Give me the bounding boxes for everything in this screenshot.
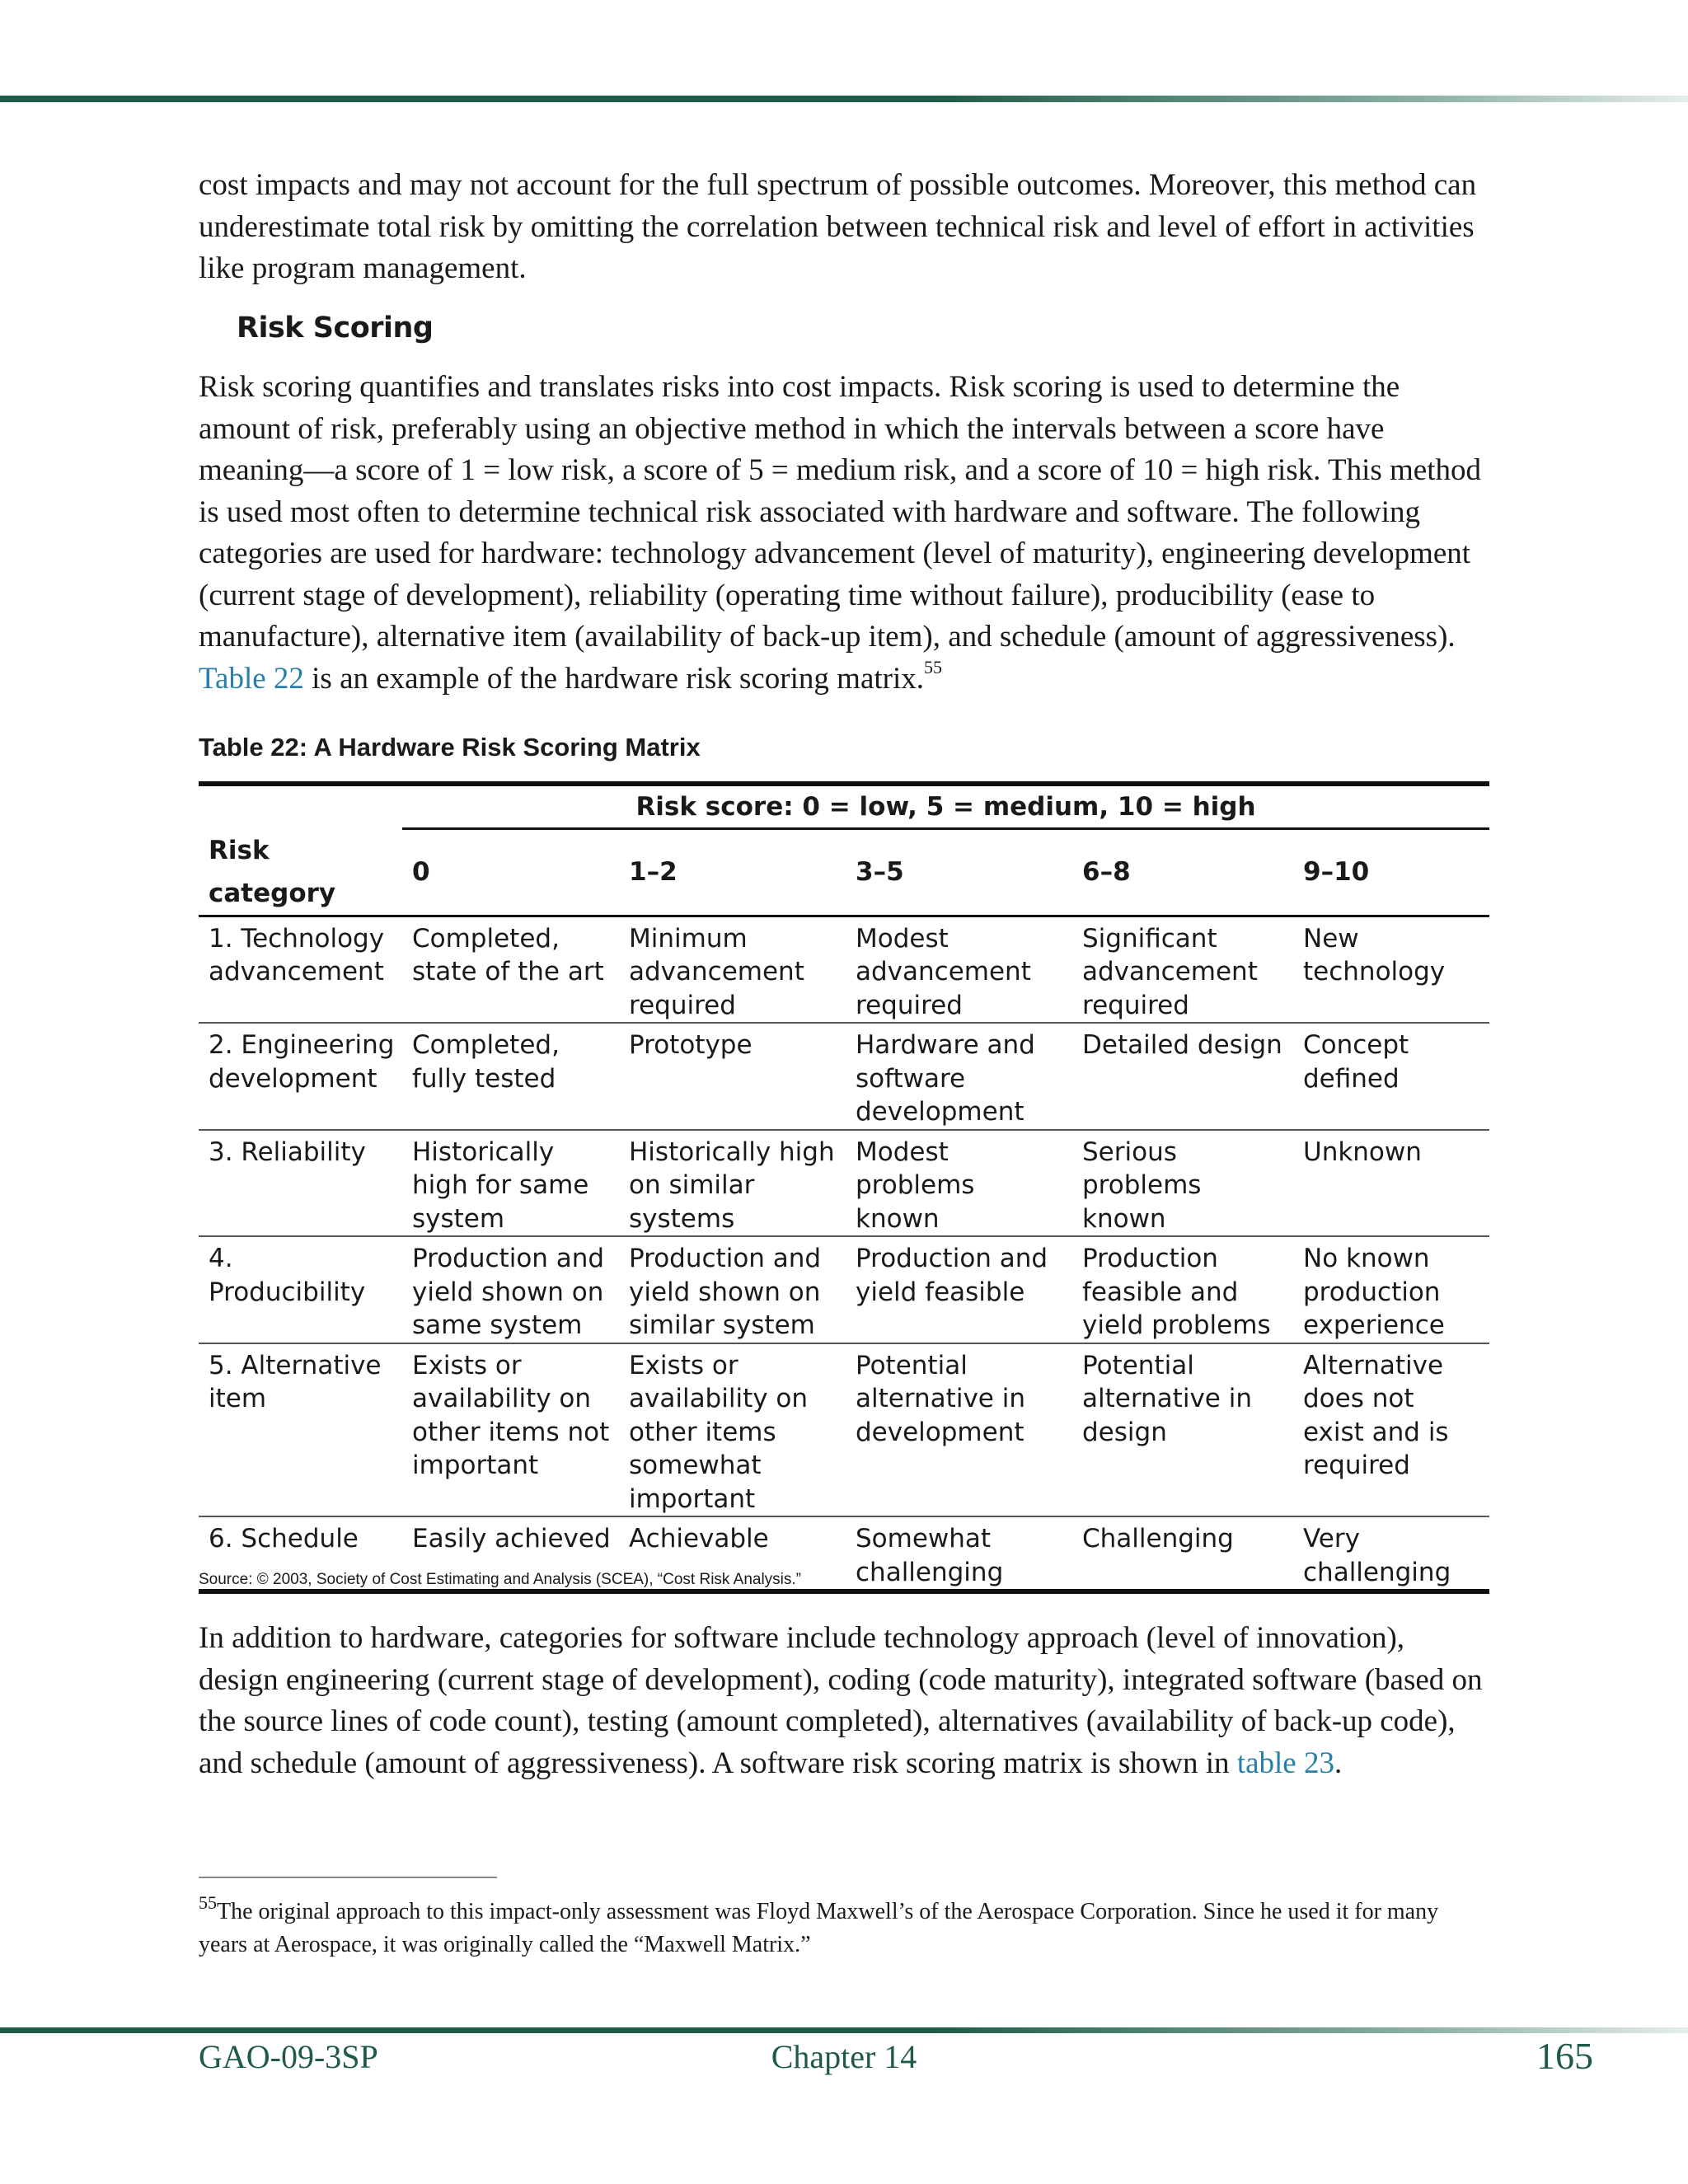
table-row: [199, 1236, 1489, 1343]
table-cell: Production feasible and yield problems: [1082, 1244, 1271, 1340]
footnote-ref[interactable]: 55: [924, 656, 942, 677]
footnote: [199, 1892, 1489, 1961]
column-header: 9–10: [1293, 829, 1489, 916]
risk-category-cell: 4. Producibility: [209, 1244, 366, 1307]
table-source: Source: © 2003, Society of Cost Estimating and Analysis (SCEA), “Cost Risk Analysis.”: [199, 1571, 802, 1588]
table-cell: Significant advancement required: [1082, 923, 1258, 1020]
column-header: 1–2: [619, 829, 846, 916]
risk-category-cell: 6. Schedule: [209, 1524, 359, 1554]
risk-category-cell: 5. Alternative item: [209, 1350, 382, 1413]
table-cell: Potential alternative in design: [1082, 1350, 1252, 1447]
table-23-link[interactable]: table 23: [1236, 1746, 1334, 1780]
software-tail: .: [1334, 1746, 1343, 1780]
table-cell: New technology: [1303, 923, 1446, 987]
footnote-text: The original approach to this impact-only assessment was Floyd Maxwell’s of the Aerospace Corporation. Since he used it for many years at Aerospace, it was originally called the “Maxwell Matrix.”: [199, 1899, 1439, 1957]
footnote-number: 55: [199, 1892, 217, 1913]
table-cell: Detailed design: [1082, 1030, 1282, 1060]
table-cell: Prototype: [629, 1030, 753, 1060]
table-cell: Concept defined: [1303, 1030, 1409, 1094]
risk-scoring-block: [199, 367, 1489, 700]
table-cell: Production and yield shown on similar system: [629, 1244, 822, 1340]
risk-scoring-tail: is an example of the hardware risk scoring matrix.: [303, 661, 924, 696]
intro-paragraph: cost impacts and may not account for the full spectrum of possible outcomes. Moreover, this method can underestimate total risk by omitting the correlation between technical risk and level of effort in activities like program management.: [199, 168, 1477, 285]
risk-category-cell: 3. Reliability: [209, 1137, 366, 1167]
table-cell: Completed, state of the art: [412, 923, 604, 987]
table-cell: Modest problems known: [856, 1137, 975, 1234]
column-header: 0: [402, 829, 619, 916]
table-row: [199, 1023, 1489, 1130]
table-cell: Completed, fully tested: [412, 1030, 560, 1094]
table-cell: Production and yield shown on same system: [412, 1244, 605, 1340]
table-cell: Hardware and software development: [856, 1030, 1035, 1127]
table-column-header-row: [199, 829, 1489, 916]
table-cell: Alternative does not exist and is required: [1303, 1350, 1449, 1480]
table-row: [199, 916, 1489, 1023]
risk-scoring-text: Risk scoring quantifies and translates risks into cost impacts. Risk scoring is used to determine the amount of risk, preferably using an objective method in which the intervals between a score have meaning—a score of 1 = low risk, a score of 5 = medium risk, and a score of 10 = high risk. This method is used most often to determine technical risk associated with hardware and software. The following categories are used for hardware: technology advancement (level of maturity), engineering development (current stage of development), reliability (operating time without failure), producibility (ease to manufacture), alternative item (availability of back-up item), and schedule (amount of aggressiveness).: [199, 370, 1481, 654]
footer-page-number: 165: [1536, 2035, 1593, 2077]
table-cell: Minimum advancement required: [629, 923, 804, 1020]
table-cell: Very challenging: [1303, 1524, 1451, 1587]
table-cell: Potential alternative in development: [856, 1350, 1025, 1447]
risk-scoring-table: [199, 781, 1489, 1594]
group-header: Risk score: 0 = low, 5 = medium, 10 = high: [402, 784, 1489, 829]
table-cell: Production and yield feasible: [856, 1244, 1048, 1307]
table-cell: Serious problems known: [1082, 1137, 1202, 1234]
column-header: 6–8: [1072, 829, 1293, 916]
footnote-separator: [199, 1877, 497, 1878]
table-cell: Modest advancement required: [856, 923, 1031, 1020]
table-cell: Historically high on similar systems: [629, 1137, 835, 1234]
footer-doc-id: GAO-09-3SP: [199, 2038, 378, 2075]
table-cell: Exists or availability on other items somewhat important: [629, 1350, 809, 1514]
footer-rule: [0, 2027, 1688, 2033]
table-cell: No known production experience: [1303, 1244, 1445, 1340]
table-cell: Easily achieved: [412, 1524, 611, 1554]
table-caption: Table 22: A Hardware Risk Scoring Matrix: [199, 733, 701, 762]
table-cell: Challenging: [1082, 1524, 1234, 1554]
column-header: Risk category: [199, 829, 402, 916]
intro-block: [199, 165, 1489, 290]
section-heading: Risk Scoring: [237, 312, 434, 344]
risk-category-cell: 2. Engineering development: [209, 1030, 395, 1094]
group-header-blank: [199, 784, 402, 829]
table-row: [199, 1343, 1489, 1517]
table-group-header-row: [199, 784, 1489, 829]
table-cell: Achievable: [629, 1524, 769, 1554]
risk-scoring-paragraph: [199, 367, 1489, 700]
header-rule: [0, 96, 1688, 102]
table-cell: Historically high for same system: [412, 1137, 589, 1234]
column-header: 3–5: [846, 829, 1072, 916]
table-row: [199, 1130, 1489, 1237]
table-22-link[interactable]: Table 22: [199, 661, 304, 696]
table-body: [199, 916, 1489, 1591]
software-text: In addition to hardware, categories for software include technology approach (level of innovation), design engineering (current stage of development), coding (code maturity), integrated software (based on the source lines of code count), testing (amount completed), alternatives (availability of back-up code), and schedule (amount of aggressiveness). A software risk scoring matrix is shown in: [199, 1621, 1483, 1780]
table-cell: Somewhat challenging: [856, 1524, 1004, 1587]
footer-chapter: Chapter 14: [771, 2038, 917, 2075]
software-paragraph: [199, 1618, 1489, 1784]
table-cell: Unknown: [1303, 1137, 1422, 1167]
risk-category-cell: 1. Technology advancement: [209, 923, 385, 987]
table-cell: Exists or availability on other items not important: [412, 1350, 610, 1480]
software-block: [199, 1618, 1489, 1784]
